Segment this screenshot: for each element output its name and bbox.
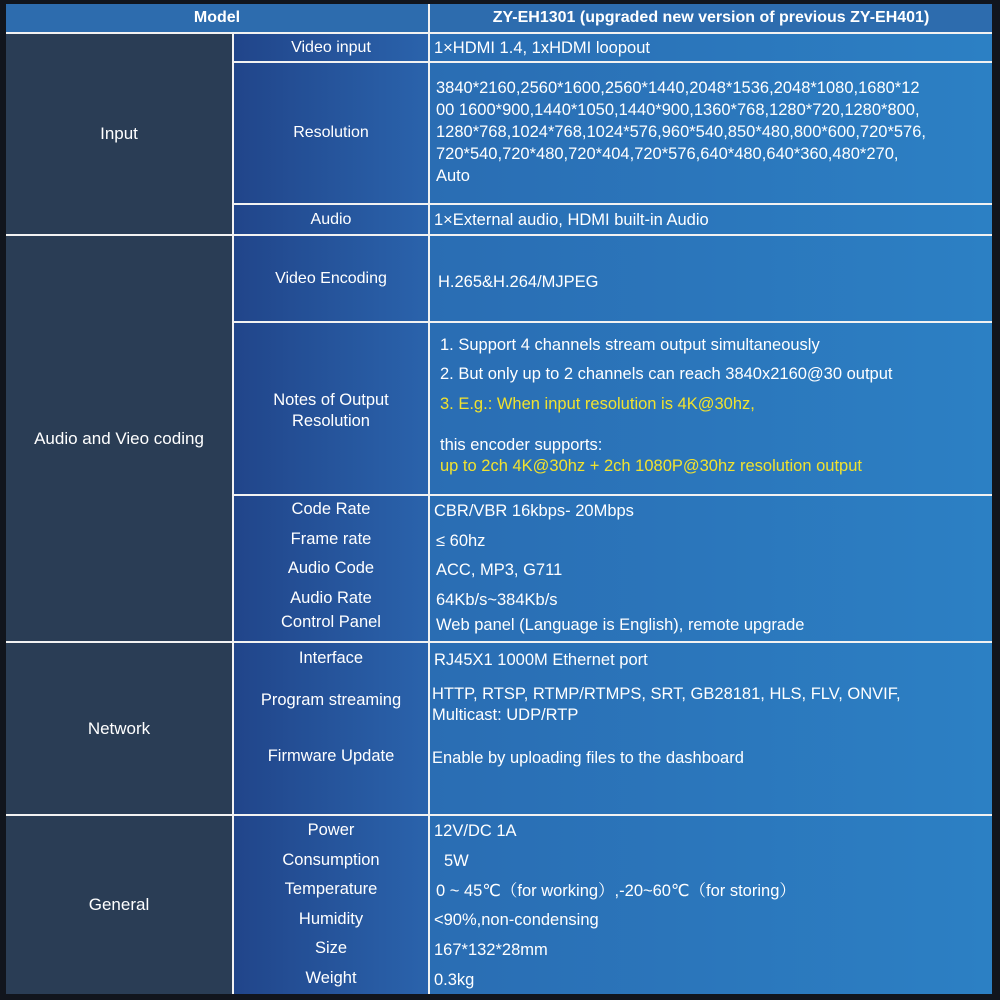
header-product-cell [430,4,992,32]
label-program-streaming: Program streaming [260,691,402,709]
value-streaming-line: Multicast: UDP/RTP [432,706,579,724]
label-notes-line: Notes of Output [273,391,389,409]
header-model-label: Model [193,9,241,26]
label-firmware-update: Firmware Update [267,747,395,765]
value-power: 12V/DC 1A [434,822,517,840]
value-code-rate: CBR/VBR 16kbps- 20Mbps [434,502,634,520]
value-streaming-line: HTTP, RTSP, RTMP/RTMPS, SRT, GB28181, HLS, FLV, ONVIF, [432,685,901,703]
group-general [6,816,232,994]
group-coding [6,236,232,641]
label-resolution-text: Resolution [293,124,369,141]
label-audio-code: Audio Code [287,559,375,577]
label-audio-rate: Audio Rate [290,589,372,607]
label-power: Power [307,821,355,839]
value-temperature: 0 ~ 45℃（for working）,-20~60℃（for storing） [436,882,796,900]
label-video-input [234,34,428,61]
label-rates-block [234,496,428,641]
label-notes [234,323,428,494]
label-temperature: Temperature [284,880,378,898]
label-consumption: Consumption [282,851,380,869]
label-control-panel: Control Panel [281,613,381,631]
resolution-line: 1280*768,1024*768,1024*576,960*540,850*480,800*600,720*576, [436,123,926,141]
value-audio-text: 1×External audio, HDMI built-in Audio [434,211,709,229]
label-video-encoding-text: Video Encoding [275,269,387,287]
value-firmware-update: Enable by uploading files to the dashboard [432,749,744,767]
group-network-title: Network [87,718,151,738]
value-rates-block [430,496,992,641]
value-audio [430,205,992,234]
value-humidity: <90%,non-condensing [434,911,599,929]
header-model-cell [6,4,428,32]
notes-line-4: this encoder supports: [440,436,603,454]
label-resolution [234,63,428,203]
label-general-block [234,816,428,994]
value-interface: RJ45X1 1000M Ethernet port [434,651,648,669]
label-frame-rate: Frame rate [290,530,372,548]
label-interface: Interface [298,649,364,667]
resolution-line: 3840*2160,2560*1600,2560*1440,2048*1536,2048*1080,1680*12 [436,79,920,97]
value-video-encoding-text: H.265&H.264/MJPEG [438,273,599,291]
notes-line-5: up to 2ch 4K@30hz + 2ch 1080P@30hz resolution output [440,457,862,475]
spec-table [6,4,992,994]
value-notes [430,323,992,494]
value-audio-code: ACC, MP3, G711 [436,561,563,579]
resolution-line: Auto [436,167,470,185]
value-frame-rate: ≤ 60hz [436,532,486,550]
notes-line-2: 2. But only up to 2 channels can reach 3840x2160@30 output [440,365,893,383]
value-general-block [430,816,992,994]
value-control-panel: Web panel (Language is English), remote upgrade [436,616,805,634]
value-video-input [430,34,992,61]
value-resolution [430,63,992,203]
label-video-input-text: Video input [291,38,371,56]
notes-line-3: 3. E.g.: When input resolution is 4K@30hz, [440,395,755,413]
group-input [6,34,232,234]
label-weight: Weight [305,969,357,987]
value-network-block [430,643,992,814]
group-network [6,643,232,814]
group-coding-title: Audio and Vieo coding [34,428,204,448]
group-input-title: Input [100,124,138,143]
resolution-line: 720*540,720*480,720*404,720*576,640*480,640*360,480*270, [436,145,899,163]
label-size: Size [314,939,348,957]
label-audio-text: Audio [310,210,352,228]
notes-line-1: 1. Support 4 channels stream output simultaneously [440,336,820,354]
value-size: 167*132*28mm [434,941,548,959]
label-notes-line: Resolution [292,412,370,430]
value-weight: 0.3kg [434,971,475,989]
label-video-encoding [234,236,428,321]
label-audio [234,205,428,234]
value-video-input-text: 1×HDMI 1.4, 1xHDMI loopout [434,39,650,57]
group-general-title: General [88,895,150,914]
resolution-line: 00 1600*900,1440*1050,1440*900,1360*768,1280*720,1280*800, [436,101,920,119]
value-audio-rate: 64Kb/s~384Kb/s [436,591,558,609]
header-product-name: ZY-EH1301 (upgraded new version of previous ZY-EH401) [492,9,930,26]
label-code-rate: Code Rate [291,500,371,518]
label-network-block [234,643,428,814]
label-humidity: Humidity [298,910,364,928]
value-consumption: 5W [444,852,469,870]
value-video-encoding [430,236,992,321]
